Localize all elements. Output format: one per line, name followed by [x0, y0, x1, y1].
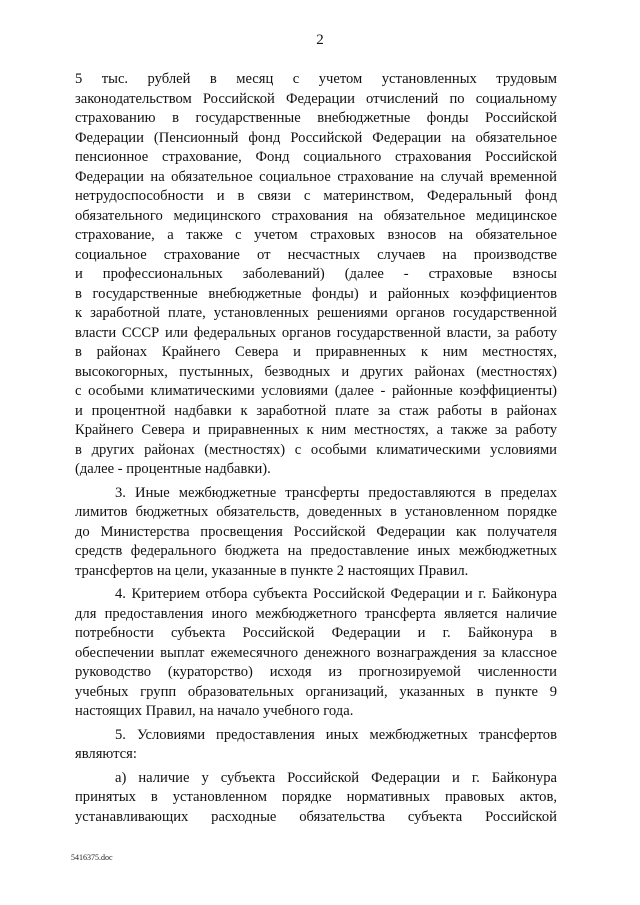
text-line: устанавливающих расходные обязательства субъекта Российской [75, 808, 557, 825]
paragraph-1-continuation [75, 70, 557, 480]
text-line: средств федерального бюджета на предоставление иных межбюджетных [75, 543, 557, 559]
text-line: в других районах (местностях) с особыми климатическими условиями [75, 441, 557, 458]
text-line: Федерации на обязательное социальное страхование на случай временной [75, 168, 557, 185]
text-line: трансфертов на цели, указанные в пункте 2 настоящих Правил. [75, 562, 469, 579]
text-line: Федерации (Пенсионный фонд Российской Федерации на обязательное [75, 129, 557, 146]
paragraph-5a [75, 769, 557, 828]
text-line: нетрудоспособности и в связи с материнством, Федеральный фонд [75, 188, 557, 204]
text-line: 3. Иные межбюджетные трансферты предоставляются в пределах [115, 484, 557, 501]
document-body [75, 70, 557, 831]
text-line: настоящих Правил, на начало учебного года. [75, 703, 354, 719]
text-line: высокогорных, пустынных, безводных и других районах (местностях) [75, 363, 557, 380]
paragraph-4 [75, 585, 557, 722]
text-line: для предоставления иного межбюджетного трансферта является наличие [75, 605, 557, 622]
text-line: принятых в установленном порядке нормативных правовых актов, [75, 789, 557, 805]
text-line: страхованию в государственные внебюджетные фонды Российской [75, 110, 557, 126]
text-line: в государственные внебюджетные фонды) и районных коэффициентов [75, 285, 557, 302]
text-line: потребности субъекта Российской Федерации и г. Байконура в [75, 625, 557, 641]
text-line: в районах Крайнего Севера и приравненных к ним местностях, [75, 344, 557, 360]
text-line: 5. Условиями предоставления иных межбюджетных трансфертов [115, 726, 557, 743]
text-line: являются: [75, 746, 137, 762]
text-line: (далее - процентные надбавки). [75, 461, 271, 477]
paragraph-5 [75, 726, 557, 765]
text-line: лимитов бюджетных обязательств, доведенных в установленном порядке [75, 504, 557, 520]
text-line: и процентной надбавки к заработной плате за стаж работы в районах [75, 402, 557, 419]
file-code-footer: 5416375.doc [71, 853, 113, 862]
text-line: обеспечении выплат ежемесячного денежного вознаграждения за классное [75, 644, 557, 661]
text-line: руководство (кураторство) исходя из прогнозируемой численности [75, 664, 557, 680]
text-line: власти СССР или федеральных органов государственной власти, за работу [75, 324, 557, 341]
text-line: пенсионное страхование, Фонд социального страхования Российской [75, 149, 557, 165]
text-line: страхование, а также с учетом страховых взносов на обязательное [75, 227, 557, 243]
text-line: а) наличие у субъекта Российской Федерации и г. Байконура [115, 769, 557, 786]
text-line: 5 тыс. рублей в месяц с учетом установленных трудовым [75, 71, 557, 87]
text-line: и профессиональных заболеваний) (далее - страховые взносы [75, 266, 557, 282]
text-line: до Министерства просвещения Российской Федерации как получателя [75, 523, 557, 540]
text-line: учебных групп образовательных организаций, указанных в пункте 9 [75, 683, 557, 700]
text-line: к заработной плате, установленных решениями органов государственной [75, 305, 557, 321]
paragraph-3 [75, 484, 557, 582]
text-line: Крайнего Севера и приравненных к ним местностях, а также за работу [75, 422, 557, 438]
text-line: законодательством Российской Федерации отчислений по социальному [75, 90, 557, 107]
text-line: социальное страхование от несчастных случаев на производстве [75, 246, 557, 263]
text-line: 4. Критерием отбора субъекта Российской Федерации и г. Байконура [115, 586, 557, 602]
text-line: с особыми климатическими условиями (далее - районные коэффициенты) [75, 383, 557, 399]
text-line: обязательного медицинского страхования на обязательное медицинское [75, 207, 557, 224]
page-number: 2 [316, 32, 324, 48]
